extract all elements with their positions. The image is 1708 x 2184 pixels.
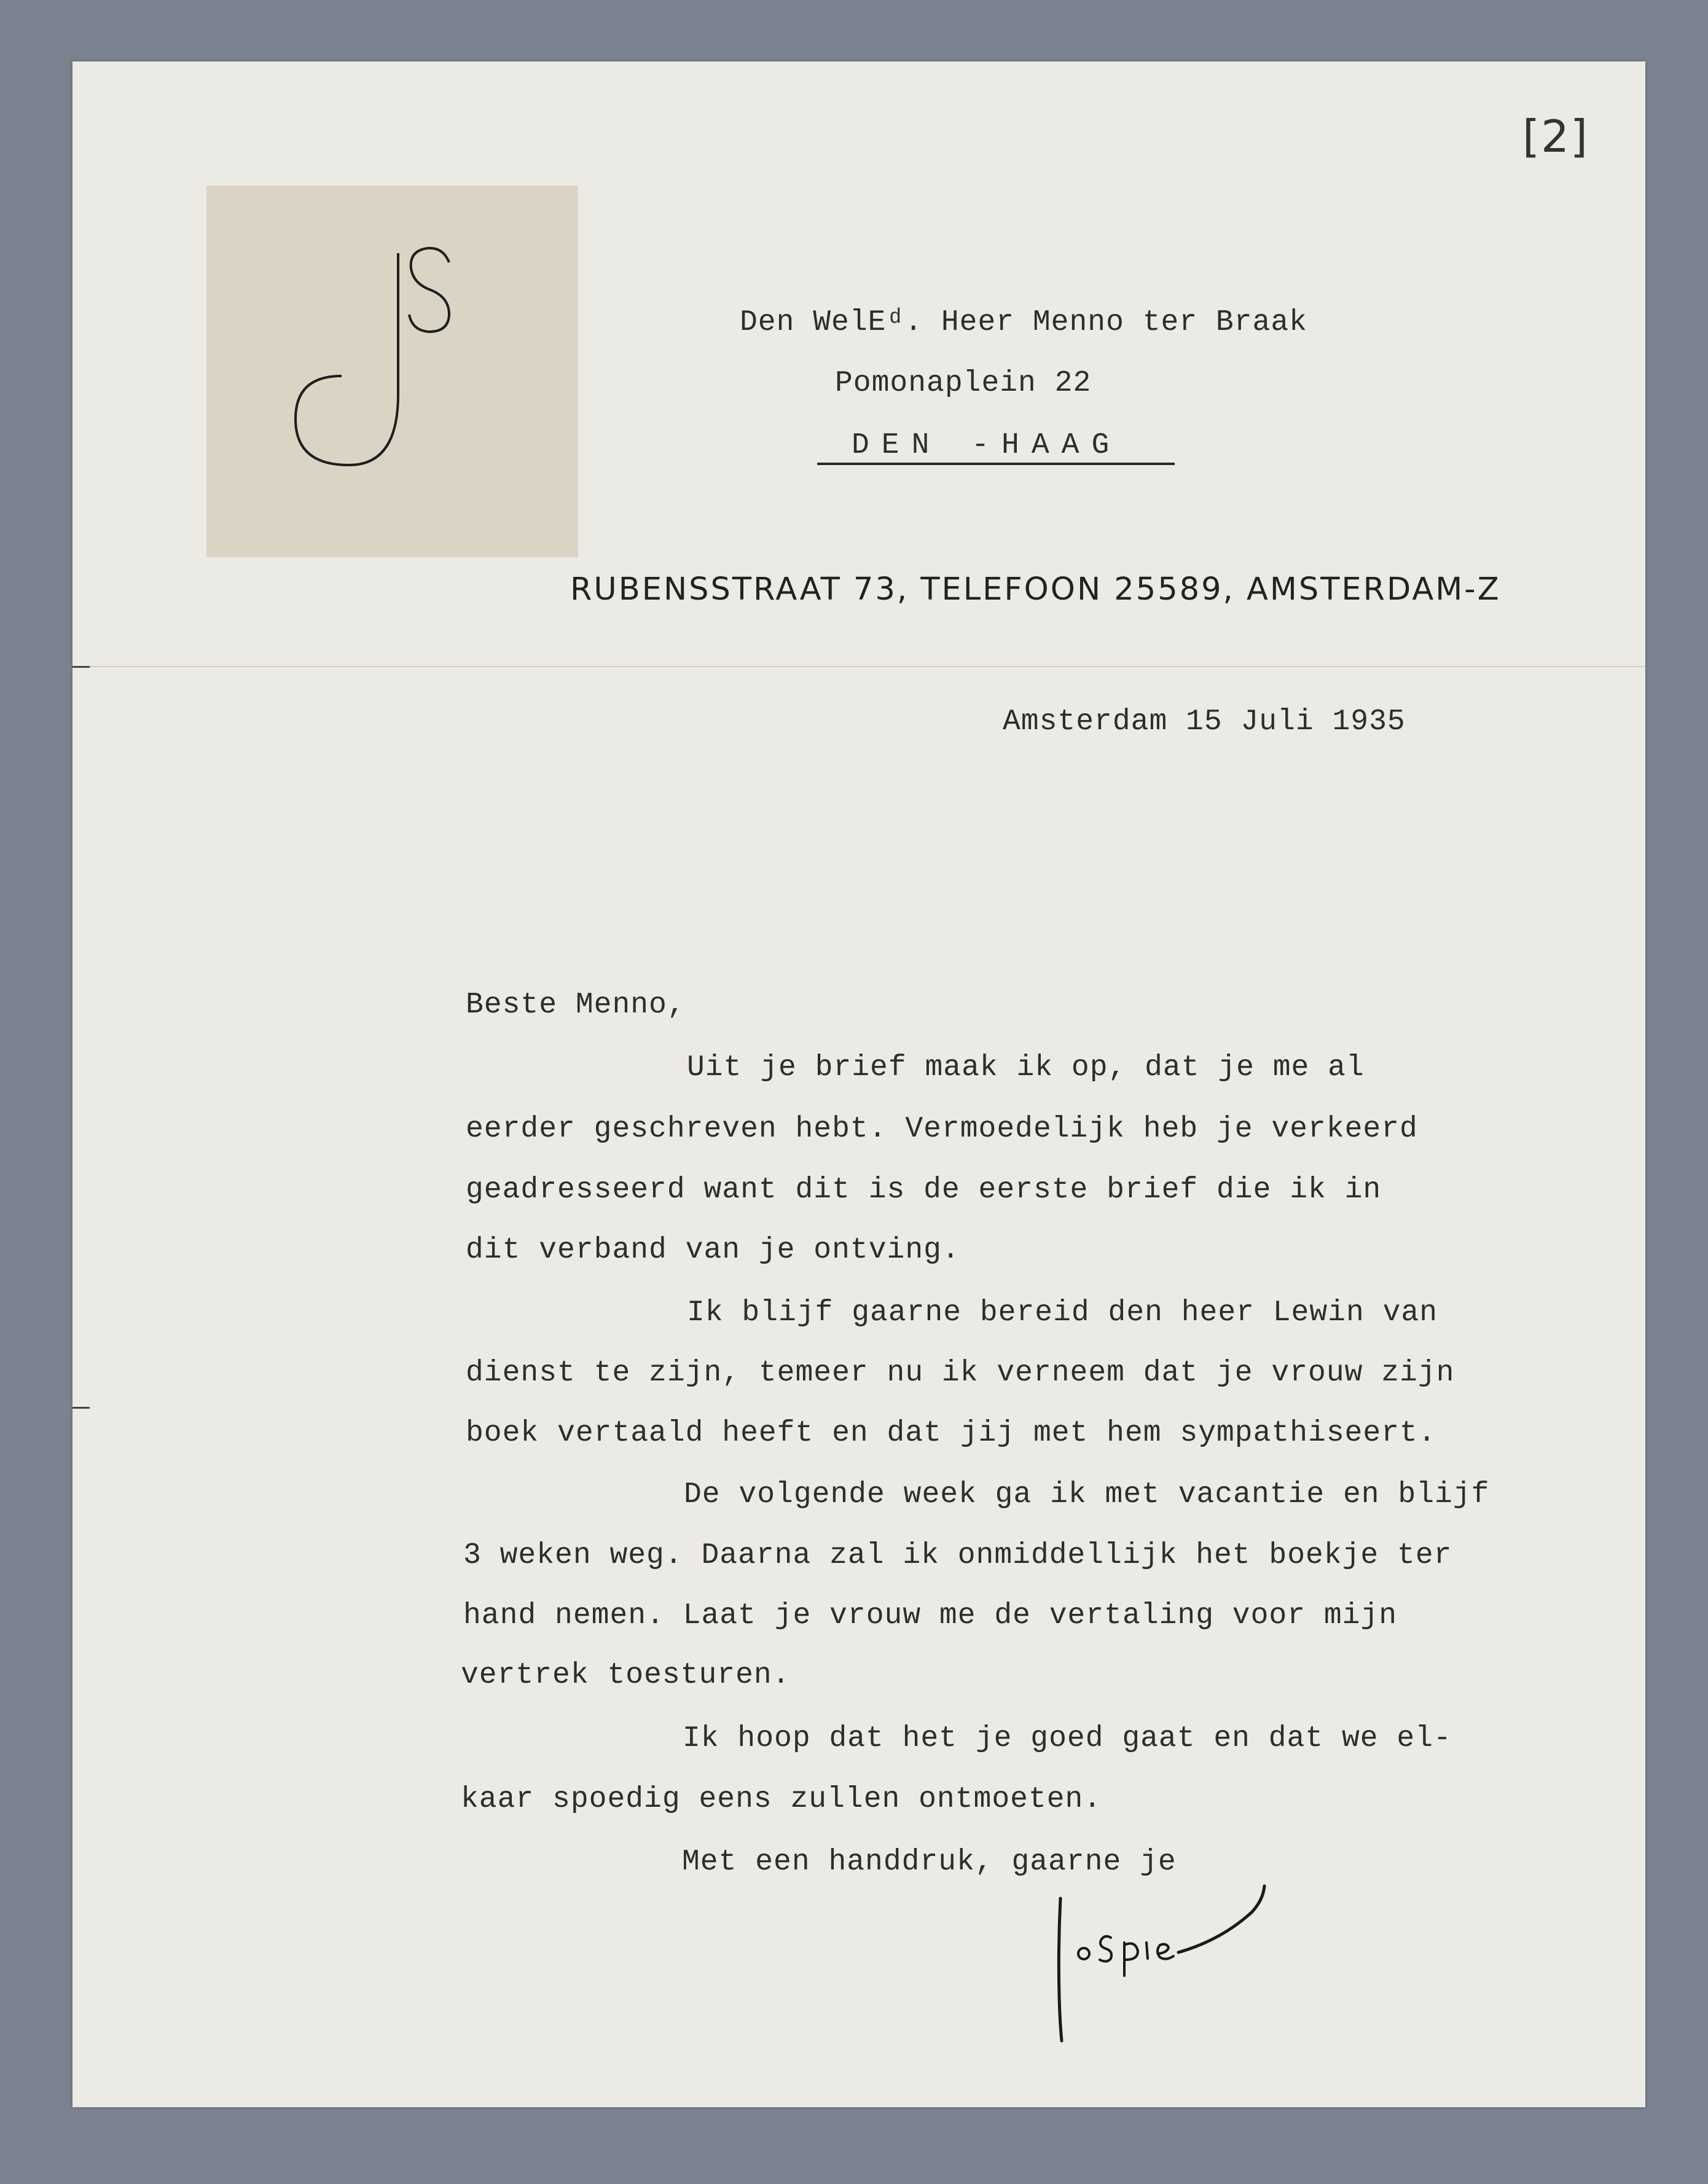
fold-mark-top <box>72 666 90 668</box>
body-line: Ik hoop dat het je goed gaat en dat we el- <box>683 1722 1452 1755</box>
city-underline <box>817 463 1175 465</box>
letterhead-address: RUBENSSTRAAT 73, TELEFOON 25589, AMSTERDAM-Z <box>570 571 1501 608</box>
body-line: kaar spoedig eens zullen ontmoeten. <box>461 1783 1102 1816</box>
letter-paper <box>72 61 1645 2107</box>
body-line: De volgende week ga ik met vacantie en blijf <box>684 1478 1490 1511</box>
recipient-city: DEN -HAAG <box>852 429 1122 462</box>
body-line: vertrek toesturen. <box>461 1659 791 1692</box>
body-line: eerder geschreven hebt. Vermoedelijk heb je verkeerd <box>466 1113 1418 1146</box>
monogram-logo <box>206 186 578 557</box>
signature-icon <box>933 1861 1277 2058</box>
body-line: 3 weken weg. Daarna zal ik onmiddellijk het boekje ter <box>463 1539 1452 1572</box>
handwritten-signature <box>933 1861 1277 2061</box>
fold-line-top <box>72 666 1645 667</box>
js-monogram-icon <box>206 186 578 557</box>
body-line: Ik blijf gaarne bereid den heer Lewin van <box>687 1296 1438 1329</box>
recipient-line-2: Pomonaplein 22 <box>835 367 1092 400</box>
archive-number: [2] <box>1522 111 1589 162</box>
closing-line: Met een handdruk, gaarne je <box>682 1845 1177 1879</box>
body-line: Uit je brief maak ik op, dat je me al <box>687 1051 1365 1084</box>
fold-mark-middle <box>72 1407 90 1409</box>
salutation: Beste Menno, <box>466 988 686 1022</box>
body-line: dit verband van je ontving. <box>466 1234 960 1267</box>
date-line: Amsterdam 15 Juli 1935 <box>1003 705 1406 738</box>
body-line: hand nemen. Laat je vrouw me de vertaling voor mijn <box>463 1599 1398 1632</box>
recipient-line-1: Den WelEᵈ. Heer Menno ter Braak <box>740 306 1307 339</box>
body-line: dienst te zijn, temeer nu ik verneem dat je vrouw zijn <box>466 1356 1455 1390</box>
body-line: geadresseerd want dit is de eerste brief die ik in <box>466 1173 1382 1207</box>
body-line: boek vertaald heeft en dat jij met hem sympathiseert. <box>466 1417 1436 1450</box>
